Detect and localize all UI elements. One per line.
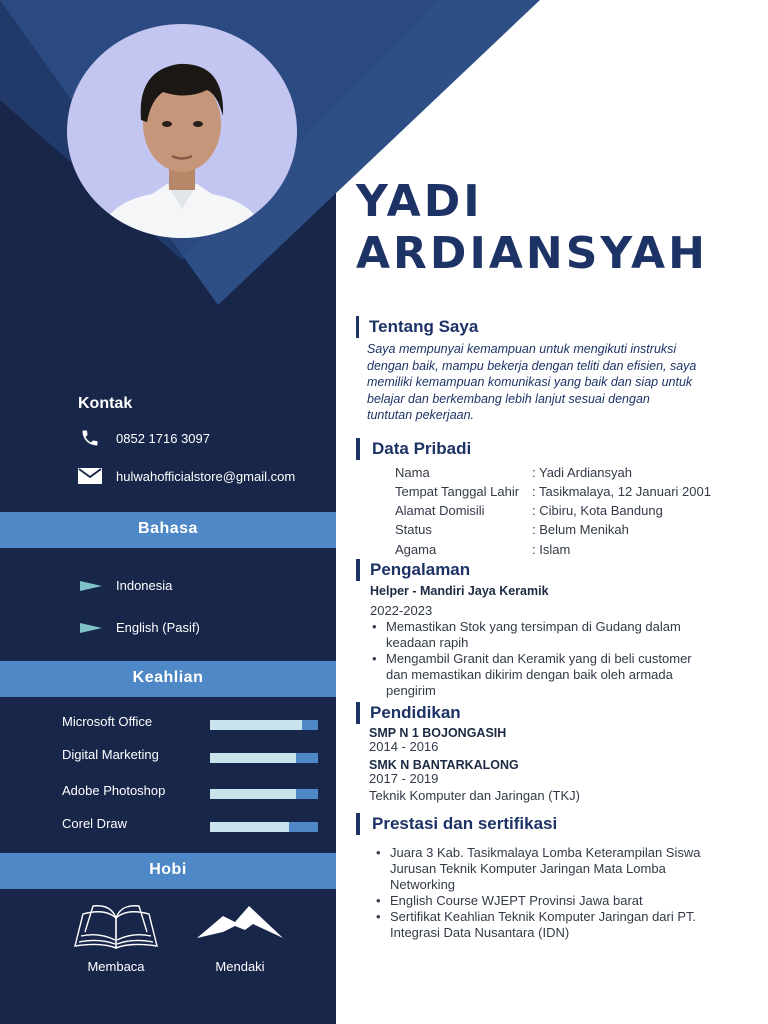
field-value: : Belum Menikah — [532, 522, 629, 537]
school-name: SMK N BANTARKALONG — [369, 758, 519, 772]
skill-level-fill — [210, 822, 289, 832]
education-title: Pendidikan — [356, 702, 461, 724]
language-item — [80, 578, 172, 593]
field-label: Alamat Domisili — [395, 503, 485, 518]
phone-number: 0852 1716 3097 — [116, 430, 210, 446]
mail-icon — [78, 466, 102, 486]
school-major: Teknik Komputer dan Jaringan (TKJ) — [369, 788, 580, 803]
achievements-title: Prestasi dan sertifikasi — [356, 813, 557, 835]
email-address: hulwahofficialstore@gmail.com — [116, 468, 296, 484]
personal-data-row — [395, 465, 632, 480]
list-item: • Sertifikat Keahlian Teknik Komputer Jaringan dari PT. Integrasi Data Nusantara (IDN) — [374, 909, 714, 941]
pointer-arrow-icon — [80, 581, 102, 591]
contact-email[interactable] — [78, 466, 295, 486]
field-value: : Tasikmalaya, 12 Januari 2001 — [532, 484, 711, 499]
contact-phone[interactable] — [78, 428, 210, 448]
pointer-arrow-icon — [80, 623, 102, 633]
skill-row — [62, 749, 318, 765]
field-value: : Cibiru, Kota Bandung — [532, 503, 663, 518]
about-title: Tentang Saya — [356, 316, 478, 338]
hobby-label: Mendaki — [215, 959, 265, 974]
full-name — [356, 176, 708, 280]
skill-row — [62, 716, 318, 732]
personal-data-row — [395, 542, 570, 557]
languages-heading: Bahasa — [0, 512, 336, 548]
hobby-label: Membaca — [87, 959, 145, 974]
personal-data-row — [395, 503, 663, 518]
school-name: SMP N 1 BOJONGASIH — [369, 726, 507, 740]
language-item — [80, 620, 200, 635]
skill-level-fill — [210, 753, 296, 763]
skill-label: Digital Marketing — [62, 747, 159, 762]
experience-title: Pengalaman — [356, 559, 470, 581]
list-item: • Juara 3 Kab. Tasikmalaya Lomba Keterampilan Siswa Jurusan Teknik Komputer Jaringan Mata Lomba Networking — [374, 845, 714, 893]
language-label: Indonesia — [116, 578, 173, 593]
hobbies-heading: Hobi — [0, 853, 336, 889]
open-book-icon — [71, 902, 161, 952]
last-name: ARDIANSYAH — [356, 228, 708, 279]
achievements-list — [374, 845, 714, 941]
first-name: YADI — [356, 176, 483, 227]
job-period: 2022-2023 — [370, 603, 433, 618]
personal-data-row — [395, 484, 711, 499]
skill-level-fill — [210, 789, 296, 799]
school-period: 2014 - 2016 — [369, 739, 439, 754]
field-value: : Yadi Ardiansyah — [532, 465, 632, 480]
language-label: English (Pasif) — [116, 620, 200, 635]
hobby-item — [70, 902, 162, 974]
skill-label: Microsoft Office — [62, 714, 153, 729]
mountain-icon — [195, 902, 285, 952]
skill-level-bar — [210, 822, 318, 832]
skill-level-fill — [210, 720, 302, 730]
field-label: Tempat Tanggal Lahir — [395, 484, 520, 499]
job-role: Helper - Mandiri Jaya Keramik — [370, 584, 549, 598]
phone-icon — [78, 428, 102, 448]
skill-row — [62, 785, 318, 801]
contact-heading: Kontak — [78, 395, 133, 412]
field-label: Agama — [395, 542, 437, 557]
skill-label: Adobe Photoshop — [62, 783, 166, 798]
list-item: • English Course WJEPT Provinsi Jawa barat — [374, 893, 714, 909]
skill-label: Corel Draw — [62, 816, 128, 831]
field-value: : Islam — [532, 542, 571, 557]
personal-data-title: Data Pribadi — [356, 438, 471, 460]
field-label: Nama — [395, 465, 430, 480]
skills-heading: Keahlian — [0, 661, 336, 697]
job-duties — [370, 619, 710, 699]
hobby-item — [194, 902, 286, 974]
field-label: Status — [395, 522, 432, 537]
list-item: • Memastikan Stok yang tersimpan di Gudang dalam keadaan rapih — [370, 619, 710, 651]
about-text: Saya mempunyai kemampuan untuk mengikuti instruksi dengan baik, mampu bekerja dengan teliti dan efisien, saya memiliki kemampuan komunikasi yang baik dan siap untuk belajar dan berkembang lebih lanjut sesuai dengan tuntutan pekerjaan. — [367, 342, 697, 422]
skill-level-bar — [210, 720, 318, 730]
personal-data-row — [395, 522, 629, 537]
school-period: 2017 - 2019 — [369, 771, 439, 786]
skill-level-bar — [210, 789, 318, 799]
profile-photo — [67, 24, 297, 238]
skill-level-bar — [210, 753, 318, 763]
skill-row — [62, 818, 318, 834]
list-item: • Mengambil Granit dan Keramik yang di beli customer dan memastikan dikirim dengan baik oleh armada pengirim — [370, 651, 710, 699]
